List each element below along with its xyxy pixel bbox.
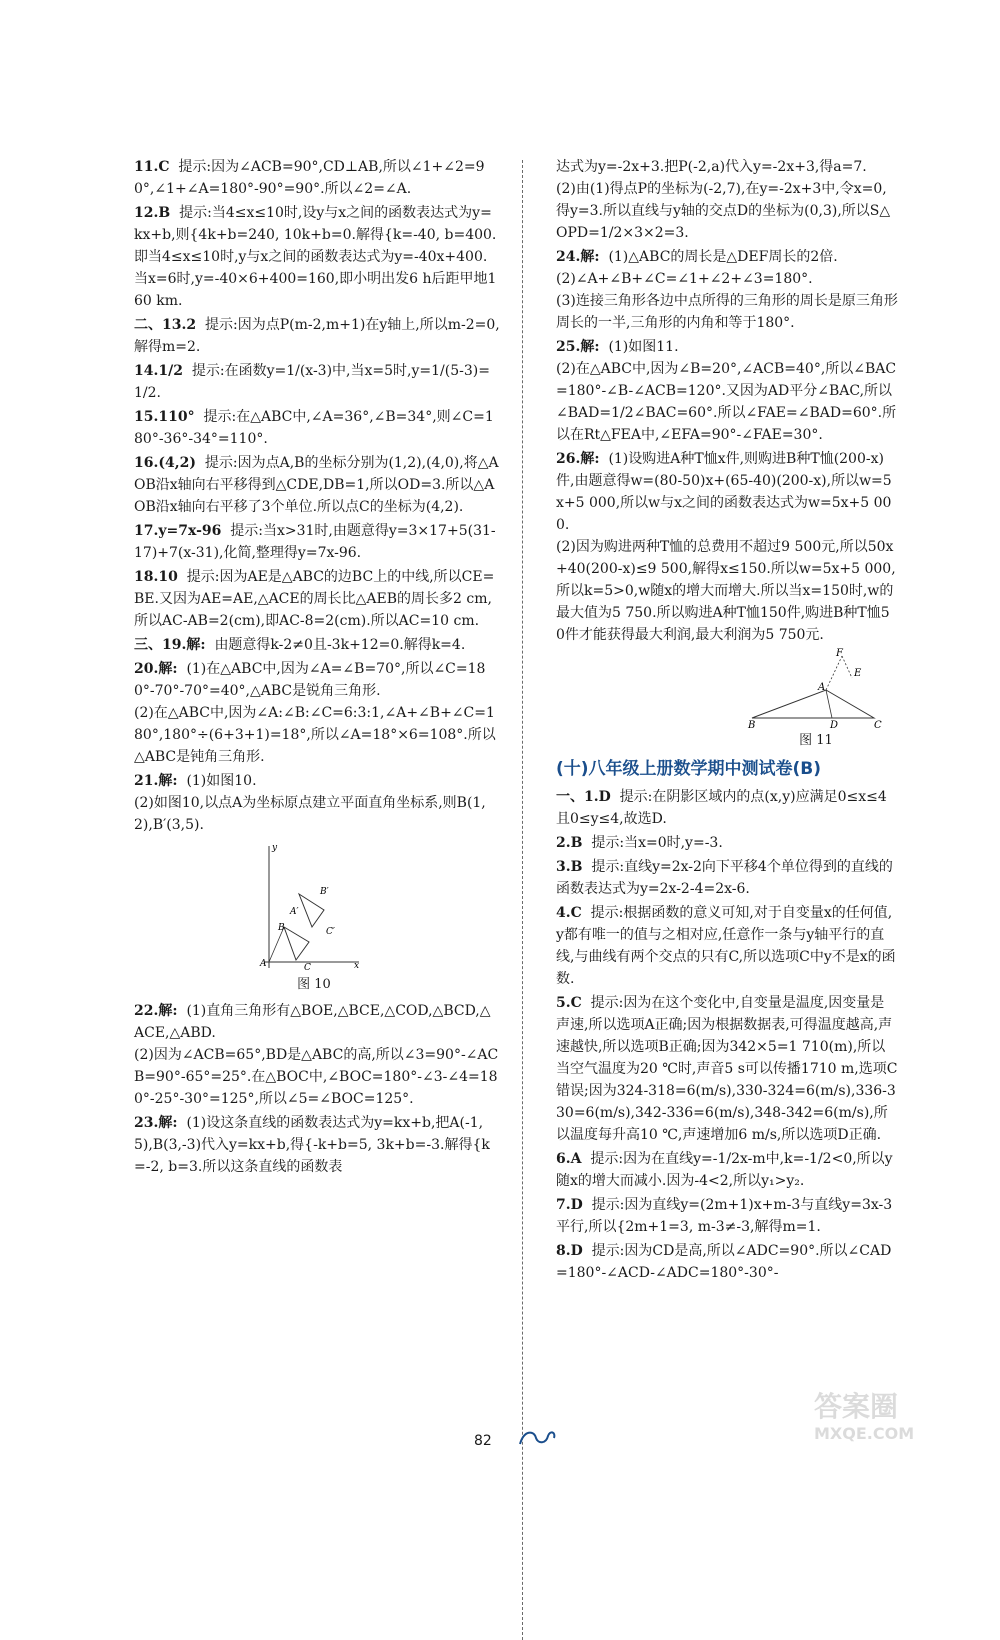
swirl-ornament-icon <box>516 1426 558 1448</box>
figure-11-label: A <box>818 682 826 693</box>
answer-item <box>134 566 500 632</box>
answer-text: 提示:因为AE是△ABC的边BC上的中线,所以CE=BE.又因为AE=AE,△ACE的周长比△AEB的周长多2 cm,所以AC-AB=2(cm),即AC-8=2(cm).所以AC=10 cm. <box>134 569 495 629</box>
figure-11-label: F <box>836 648 843 659</box>
answer-item <box>556 336 898 446</box>
answer-text: 提示:在△ABC中,∠A=36°,∠B=34°,则∠C=180°-36°-34°=110°. <box>134 409 494 447</box>
answer-number: 16.(4,2) <box>134 455 196 471</box>
answer-text: 提示:在阴影区域内的点(x,y)应满足0≤x≤4且0≤y≤4,故选D. <box>556 789 887 827</box>
answer-item <box>556 992 898 1146</box>
answer-item <box>134 156 500 200</box>
figure-10-label: B <box>278 923 285 933</box>
answer-text: 由题意得k-2≠0且-3k+12=0.解得k=4. <box>214 637 466 653</box>
answer-text: 提示:在函数y=1/(x-3)中,当x=5时,y=1/(5-3)=1/2. <box>134 363 490 401</box>
figure-10-label: y <box>272 843 278 853</box>
answer-text: (1)直角三角形有△BOE,△BCE,△COD,△BCD,△ACE,△ABD. (2)因为∠ACB=65°,BD是△ABC的高,所以∠3=90°-∠ACB=90°-65°=25°.在△BOC中,∠BOC=180°-∠3-∠4=180°-25°-30°=125°,所以∠5=∠BOC=125°. <box>134 1003 499 1107</box>
figure-10-label: B′ <box>320 887 329 897</box>
figure-10 <box>254 842 374 996</box>
figure-10-label: C <box>304 963 311 972</box>
answer-item <box>556 832 898 854</box>
answer-number: 26.解: <box>556 451 600 467</box>
answer-item <box>134 360 500 404</box>
figure-11-caption: 图 11 <box>799 733 833 748</box>
figure-10-caption: 图 10 <box>297 977 331 992</box>
column-divider <box>522 160 523 1640</box>
answer-text: (1)设购进A种T恤x件,则购进B种T恤(200-x)件,由题意得w=(80-50)x+(65-40)(200-x),所以w=5x+5 000,所以w与x之间的函数表达式为w=5x+5 000. (2)因为购进两种T恤的总费用不超过9 500元,所以50x+40(200-x)≤9 500,解得x≤150.所以w=5x+5 000,所以k=5>0,w随x的增大而增大.所以当x=150时,w的最大值为5 750.所以购进A种T恤150件,购进B种T恤50件才能获得最大利润,最大利润为5 750元. <box>556 451 896 643</box>
answer-item <box>134 770 500 836</box>
answer-number: 25.解: <box>556 339 600 355</box>
left-answer-list <box>134 156 500 836</box>
answer-item <box>134 520 500 564</box>
answer-number: 7.D <box>556 1197 583 1213</box>
right-answer-list <box>556 156 898 646</box>
answer-item <box>134 634 500 656</box>
answer-number: 22.解: <box>134 1003 178 1019</box>
answer-text: 提示:因为点A,B的坐标分别为(1,2),(4,0),将△AOB沿x轴向右平移得到△CDE,DB=1,所以OD=3.所以△AOB沿x轴向右平移了3个单位.所以点C的坐标为(4,2). <box>134 455 499 515</box>
answer-text: 提示:因为直线y=(2m+1)x+m-3与直线y=3x-3平行,所以{2m+1=3, m-3≠-3,解得m=1. <box>556 1197 893 1235</box>
answer-text: (1)△ABC的周长是△DEF周长的2倍. (2)∠A+∠B+∠C=∠1+∠2+∠3=180°. (3)连接三角形各边中点所得的三角形的周长是原三角形周长的一半,三角形的内角和等于180°. <box>556 249 898 331</box>
left-column <box>134 156 500 1180</box>
answer-number: 三、19.解: <box>134 637 206 653</box>
answer-number: 11.C <box>134 159 170 175</box>
answer-item <box>134 1000 500 1110</box>
answer-text: 提示:当x>31时,由题意得y=3×17+5(31-17)+7(x-31),化简,整理得y=7x-96. <box>134 523 496 561</box>
answer-item <box>556 246 898 334</box>
answer-text: 提示:当x=0时,y=-3. <box>591 835 723 851</box>
answer-text: (1)在△ABC中,因为∠A=∠B=70°,所以∠C=180°-70°-70°=40°,△ABC是锐角三角形. (2)在△ABC中,因为∠A:∠B:∠C=6:3:1,∠A+∠B+∠C=180°,180°÷(6+3+1)=18°,所以∠A=18°×6=108°.所以△ABC是钝角三角形. <box>134 661 496 765</box>
answer-number: 一、1.D <box>556 789 611 805</box>
answer-number: 17.y=7x-96 <box>134 523 222 539</box>
answer-number: 15.110° <box>134 409 195 425</box>
answer-text: (1)设这条直线的函数表达式为y=kx+b,把A(-1,5),B(3,-3)代入y=kx+b,得{-k+b=5, 3k+b=-3.解得{k=-2, b=3.所以这条直线的函数表 <box>134 1115 490 1175</box>
answer-number: 18.10 <box>134 569 178 585</box>
watermark-line-2: MXQE.COM <box>814 1424 915 1443</box>
answer-number: 23.解: <box>134 1115 178 1131</box>
answer-text: (1)如图10. (2)如图10,以点A为坐标原点建立平面直角坐标系,则B(1,2),B′(3,5). <box>134 773 486 833</box>
watermark <box>814 1390 964 1456</box>
answer-item <box>556 902 898 990</box>
answer-number: 20.解: <box>134 661 178 677</box>
answer-item <box>134 658 500 768</box>
figure-10-label: A <box>260 959 267 969</box>
answer-item <box>556 1148 898 1192</box>
figure-10-label: C′ <box>326 927 335 937</box>
figure-11-label: E <box>854 668 862 679</box>
figure-11-label: C <box>874 720 882 728</box>
answer-text: 提示:当4≤x≤10时,设y与x之间的函数表达式为y=kx+b,则{4k+b=240, 10k+b=0.解得{k=-40, b=400.即当4≤x≤10时,y与x之间的函数表达式为y=-40x+400.当x=6时,y=-40×6+400=160,即小明出发6 h后距甲地160 km. <box>134 205 497 309</box>
answer-text: 提示:因为在直线y=-1/2x-m中,k=-1/2<0,所以y随x的增大而减小.因为-4<2,所以y₁>y₂. <box>556 1151 893 1189</box>
answer-item <box>556 1240 898 1284</box>
answer-item <box>134 406 500 450</box>
answer-item <box>556 156 898 244</box>
answer-number: 8.D <box>556 1243 583 1259</box>
answer-item <box>134 1112 500 1178</box>
answer-number: 6.A <box>556 1151 582 1167</box>
figure-11-label: D <box>830 720 839 728</box>
answer-number: 24.解: <box>556 249 600 265</box>
answer-text: 提示:因为在这个变化中,自变量是温度,因变量是声速,所以选项A正确;因为根据数据表,可得温度越高,声速越快,所以选项B正确;因为342×5=1 710(m),所以当空气温度为20 ℃时,声音5 s可以传播1710 m,选项C错误;因为324-318=6(m/s),330-324=6(m/s),336-330=6(m/s),342-336=6(m/s),348-342=6(m/s),所以温度每升高10 ℃,声速增加6 m/s,所以选项D正确. <box>556 995 898 1143</box>
watermark-line-1: 答案圈 <box>814 1390 899 1423</box>
right-column <box>556 156 898 1286</box>
answer-text: 提示:根据函数的意义可知,对于自变量x的任何值,y都有唯一的值与之相对应,任意作一条与y轴平行的直线,与曲线有两个交点的只有C,所以选项C中y不是x的函数. <box>556 905 896 987</box>
answer-item <box>134 452 500 518</box>
answer-text: 提示:直线y=2x-2向下平移4个单位得到的直线的函数表达式为y=2x-2-4=2x-6. <box>556 859 893 897</box>
section-title: (十)八年级上册数学期中测试卷(B) <box>556 759 822 779</box>
figure-11 <box>746 648 886 752</box>
answer-number: 2.B <box>556 835 583 851</box>
answer-text: 提示:因为CD是高,所以∠ADC=90°.所以∠CAD=180°-∠ACD-∠ADC=180°-30°- <box>556 1243 892 1281</box>
answer-number: 14.1/2 <box>134 363 183 379</box>
answer-item <box>556 786 898 830</box>
answer-number: 二、13.2 <box>134 317 197 333</box>
answer-text: 提示:因为点P(m-2,m+1)在y轴上,所以m-2=0,解得m=2. <box>134 317 500 355</box>
answer-item <box>556 856 898 900</box>
page-number: 82 <box>474 1433 492 1449</box>
figure-11-label: B <box>748 720 756 728</box>
answer-number: 5.C <box>556 995 582 1011</box>
answer-item <box>556 448 898 646</box>
answer-number: 4.C <box>556 905 582 921</box>
left-answer-list-continued <box>134 1000 500 1178</box>
answer-text: 提示:因为∠ACB=90°,CD⊥AB,所以∠1+∠2=90°,∠1+∠A=180°-90°=90°.所以∠2=∠A. <box>134 159 485 197</box>
answer-number: 12.B <box>134 205 171 221</box>
answer-number: 21.解: <box>134 773 178 789</box>
answer-text: (1)如图11. (2)在△ABC中,因为∠B=20°,∠ACB=40°,所以∠BAC=180°-∠B-∠ACB=120°.又因为AD平分∠BAC,所以∠BAD=1/2∠BAC=60°.所以∠FAE=∠BAD=60°.所以在Rt△FEA中,∠EFA=90°-∠FAE=30°. <box>556 339 897 443</box>
answer-number: 3.B <box>556 859 583 875</box>
answer-item <box>134 314 500 358</box>
right-answer-list-continued <box>556 786 898 1284</box>
answer-item <box>556 1194 898 1238</box>
figure-10-label: A′ <box>290 907 299 917</box>
figure-10-label: x <box>354 961 360 971</box>
answer-item <box>134 202 500 312</box>
answer-text: 达式为y=-2x+3.把P(-2,a)代入y=-2x+3,得a=7. (2)由(1)得点P的坐标为(-2,7),在y=-2x+3中,令x=0,得y=3.所以直线与y轴的交点D的坐标为(0,3),所以S△OPD=1/2×3×2=3. <box>556 159 891 241</box>
